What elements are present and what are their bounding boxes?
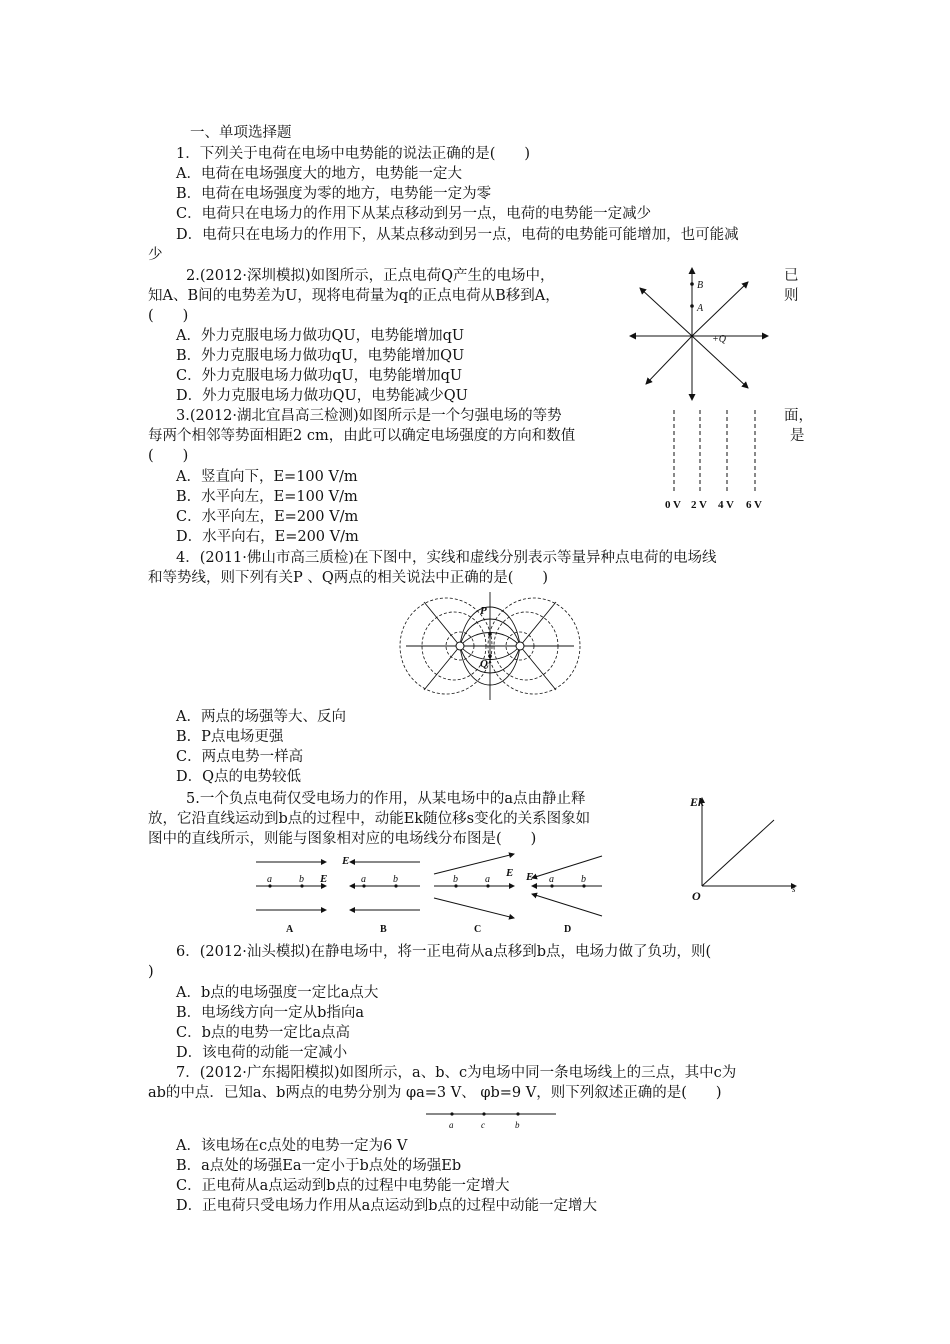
q4-option-c: C．两点电势一样高 (176, 749, 304, 765)
q1-option-c: C．电荷只在电场力的作用下从某点移动到另一点，电荷的电势能一定减少 (176, 206, 652, 222)
choice-b-label-b: b (393, 874, 398, 885)
q3-stem-line1: 3.(2012·湖北宜昌高三检测)如图所示是一个匀强电场的等势 (176, 408, 562, 424)
q1-option-b: B．电荷在电场强度为零的地方，电势能一定为零 (176, 186, 492, 202)
point-q (488, 654, 492, 658)
choice-c-label-b: b (453, 874, 458, 885)
label-a: A (697, 303, 704, 314)
choice-d-label-a: a (549, 874, 554, 885)
q4-stem-line1: 4．(2011·佛山市高三质检)在下图中，实线和虚线分别表示等量异种点电荷的电场线 (176, 550, 717, 566)
choice-a-figure (256, 862, 326, 910)
q4-stem-line2: 和等势线，则下列有关P 、Q两点的相关说法中正确的是( ) (148, 570, 549, 586)
q6-stem-line1: 6．(2012·汕头模拟)在静电场中，将一正电荷从a点移到b点，电场力做了负功，则( (176, 944, 712, 960)
point-a (450, 1112, 453, 1115)
q2-option-c: C．外力克服电场力做功qU，电势能增加qU (176, 368, 463, 384)
charge-negative (516, 642, 524, 650)
section-title: 一、单项选择题 (190, 125, 292, 141)
charge-positive (456, 642, 464, 650)
label-6v: 6 V (746, 499, 762, 511)
q2-stem-line1: 2.(2012·深圳模拟)如图所示，正点电荷Q产生的电场中， (186, 268, 555, 284)
q7-option-c: C．正电荷从a点运动到b点的过程中电势能一定增大 (176, 1178, 510, 1194)
q6-option-b: B．电场线方向一定从b指向a (176, 1005, 365, 1021)
field-line (424, 646, 460, 690)
point-p (488, 632, 492, 636)
label-4v: 4 V (718, 499, 734, 511)
choice-a-label-b: b (299, 874, 304, 885)
origin-label: O (692, 889, 701, 903)
point-a (690, 304, 694, 308)
q2-option-a: A．外力克服电场力做功QU，电势能增加qU (176, 328, 465, 344)
point-b (516, 1112, 519, 1115)
choice-c-letter: C (474, 924, 482, 935)
q6-option-a: A．b点的电场强度一定比a点大 (176, 985, 379, 1001)
choice-d-figure (532, 856, 602, 916)
q2-stem-line2: 知A、B间的电势差为U，现将电荷量为q的正点电荷从B移到A， (148, 288, 560, 304)
q3-stem-line1-end: 面， (784, 408, 813, 424)
q5-stem-line2: 放，它沿直线运动到b点的过程中，动能Ek随位移s变化的关系图象如 (148, 811, 591, 827)
q4-dipole-figure (404, 590, 576, 702)
label-plus-q: +Q (712, 334, 726, 345)
label-0v: 0 V (665, 499, 681, 511)
q1-option-a: A．电荷在电场强度大的地方，电势能一定大 (176, 166, 462, 182)
y-axis-label: Ek (690, 795, 705, 809)
q1-stem: 1．下列关于电荷在电场中电势能的说法正确的是( ) (176, 146, 531, 162)
q2-option-d: D．外力克服电场力做功QU，电势能减少QU (176, 388, 468, 404)
q3-equipotential-figure (660, 408, 770, 512)
q6-stem-line2: ) (148, 964, 154, 980)
x-axis-label: s (792, 884, 796, 894)
choice-c-label-a: a (485, 874, 490, 885)
q3-stem-line2-end: 是 (790, 428, 805, 444)
q7-option-b: B．a点处的场强Ea一定小于b点处的场强Eb (176, 1158, 462, 1174)
choice-c-label-e: E (506, 867, 514, 879)
q1-option-d-cont: 少 (148, 247, 163, 263)
point-b (690, 282, 694, 286)
q4-option-a: A．两点的场强等大、反向 (176, 709, 346, 725)
q3-stem-line2: 每两个相邻等势面相距2 cm，由此可以确定电场强度的方向和数值 (148, 428, 576, 444)
choice-d-label-e: E (526, 871, 534, 883)
q7-field-line-figure (424, 1106, 560, 1132)
q7-stem-line1: 7．(2012·广东揭阳模拟)如图所示，a、b、c为电场中同一条电场线上的三点，其中c为 (176, 1065, 737, 1081)
choice-a-label-a: a (267, 874, 272, 885)
choice-b-label-e: E (342, 855, 350, 867)
label-2v: 2 V (691, 499, 707, 511)
q7-option-d: D．正电荷只受电场力作用从a点运动到b点的过程中动能一定增大 (176, 1198, 598, 1214)
q2-stem-line2-end: 则 (784, 288, 799, 304)
label-b: B (697, 280, 704, 291)
q2-option-b: B．外力克服电场力做功qU，电势能增加QU (176, 348, 465, 364)
q3-option-d: D．水平向右，E=200 V/m (176, 529, 359, 545)
q5-ek-graph (686, 790, 814, 904)
q6-option-d: D．该电荷的动能一定减小 (176, 1045, 348, 1061)
field-line (520, 646, 556, 690)
label-q: Q (480, 658, 488, 670)
q5-stem-line3: 图中的直线所示，则能与图象相对应的电场线分布图是( ) (148, 831, 537, 847)
choice-b-label-a: a (361, 874, 366, 885)
q5-choices-figure (250, 852, 610, 936)
label-c: c (481, 1120, 485, 1130)
q7-option-a: A．该电场在c点处的电势一定为6 V (176, 1138, 408, 1154)
choice-b-letter: B (380, 924, 387, 935)
q3-stem-line3: ( ) (148, 448, 189, 464)
ek-line (702, 820, 774, 886)
q3-option-b: B．水平向左，E=100 V/m (176, 489, 358, 505)
choice-a-label-e: E (320, 873, 328, 885)
q4-option-b: B．P点电场更强 (176, 729, 284, 745)
label-b: b (515, 1120, 520, 1130)
q5-stem-line1: 5.一个负点电荷仅受电场力的作用，从某电场中的a点由静止释 (186, 791, 586, 807)
q3-option-c: C．水平向左，E=200 V/m (176, 509, 359, 525)
q2-stem-line3: ( ) (148, 308, 189, 324)
q2-field-figure (630, 266, 770, 402)
point-c (482, 1112, 485, 1115)
field-line (520, 602, 556, 646)
choice-d-label-b: b (581, 874, 586, 885)
choice-d-letter: D (564, 924, 572, 935)
choice-a-letter: A (286, 924, 294, 935)
q4-option-d: D．Q点的电势较低 (176, 769, 302, 785)
q2-stem-line1-end: 已 (784, 268, 799, 284)
label-a: a (449, 1120, 454, 1130)
q1-option-d: D．电荷只在电场力的作用下，从某点移动到另一点，电荷的电势能可能增加，也可能减 (176, 227, 739, 243)
q6-option-c: C．b点的电势一定比a点高 (176, 1025, 351, 1041)
label-p: P (480, 605, 487, 617)
choice-c-figure (434, 854, 514, 918)
choice-b-figure (350, 862, 420, 910)
q7-stem-line2: ab的中点．已知a、b两点的电势分别为 φa=3 V、 φb=9 V，则下列叙述正确的是( ) (148, 1085, 722, 1101)
q3-option-a: A．竖直向下，E=100 V/m (176, 469, 358, 485)
